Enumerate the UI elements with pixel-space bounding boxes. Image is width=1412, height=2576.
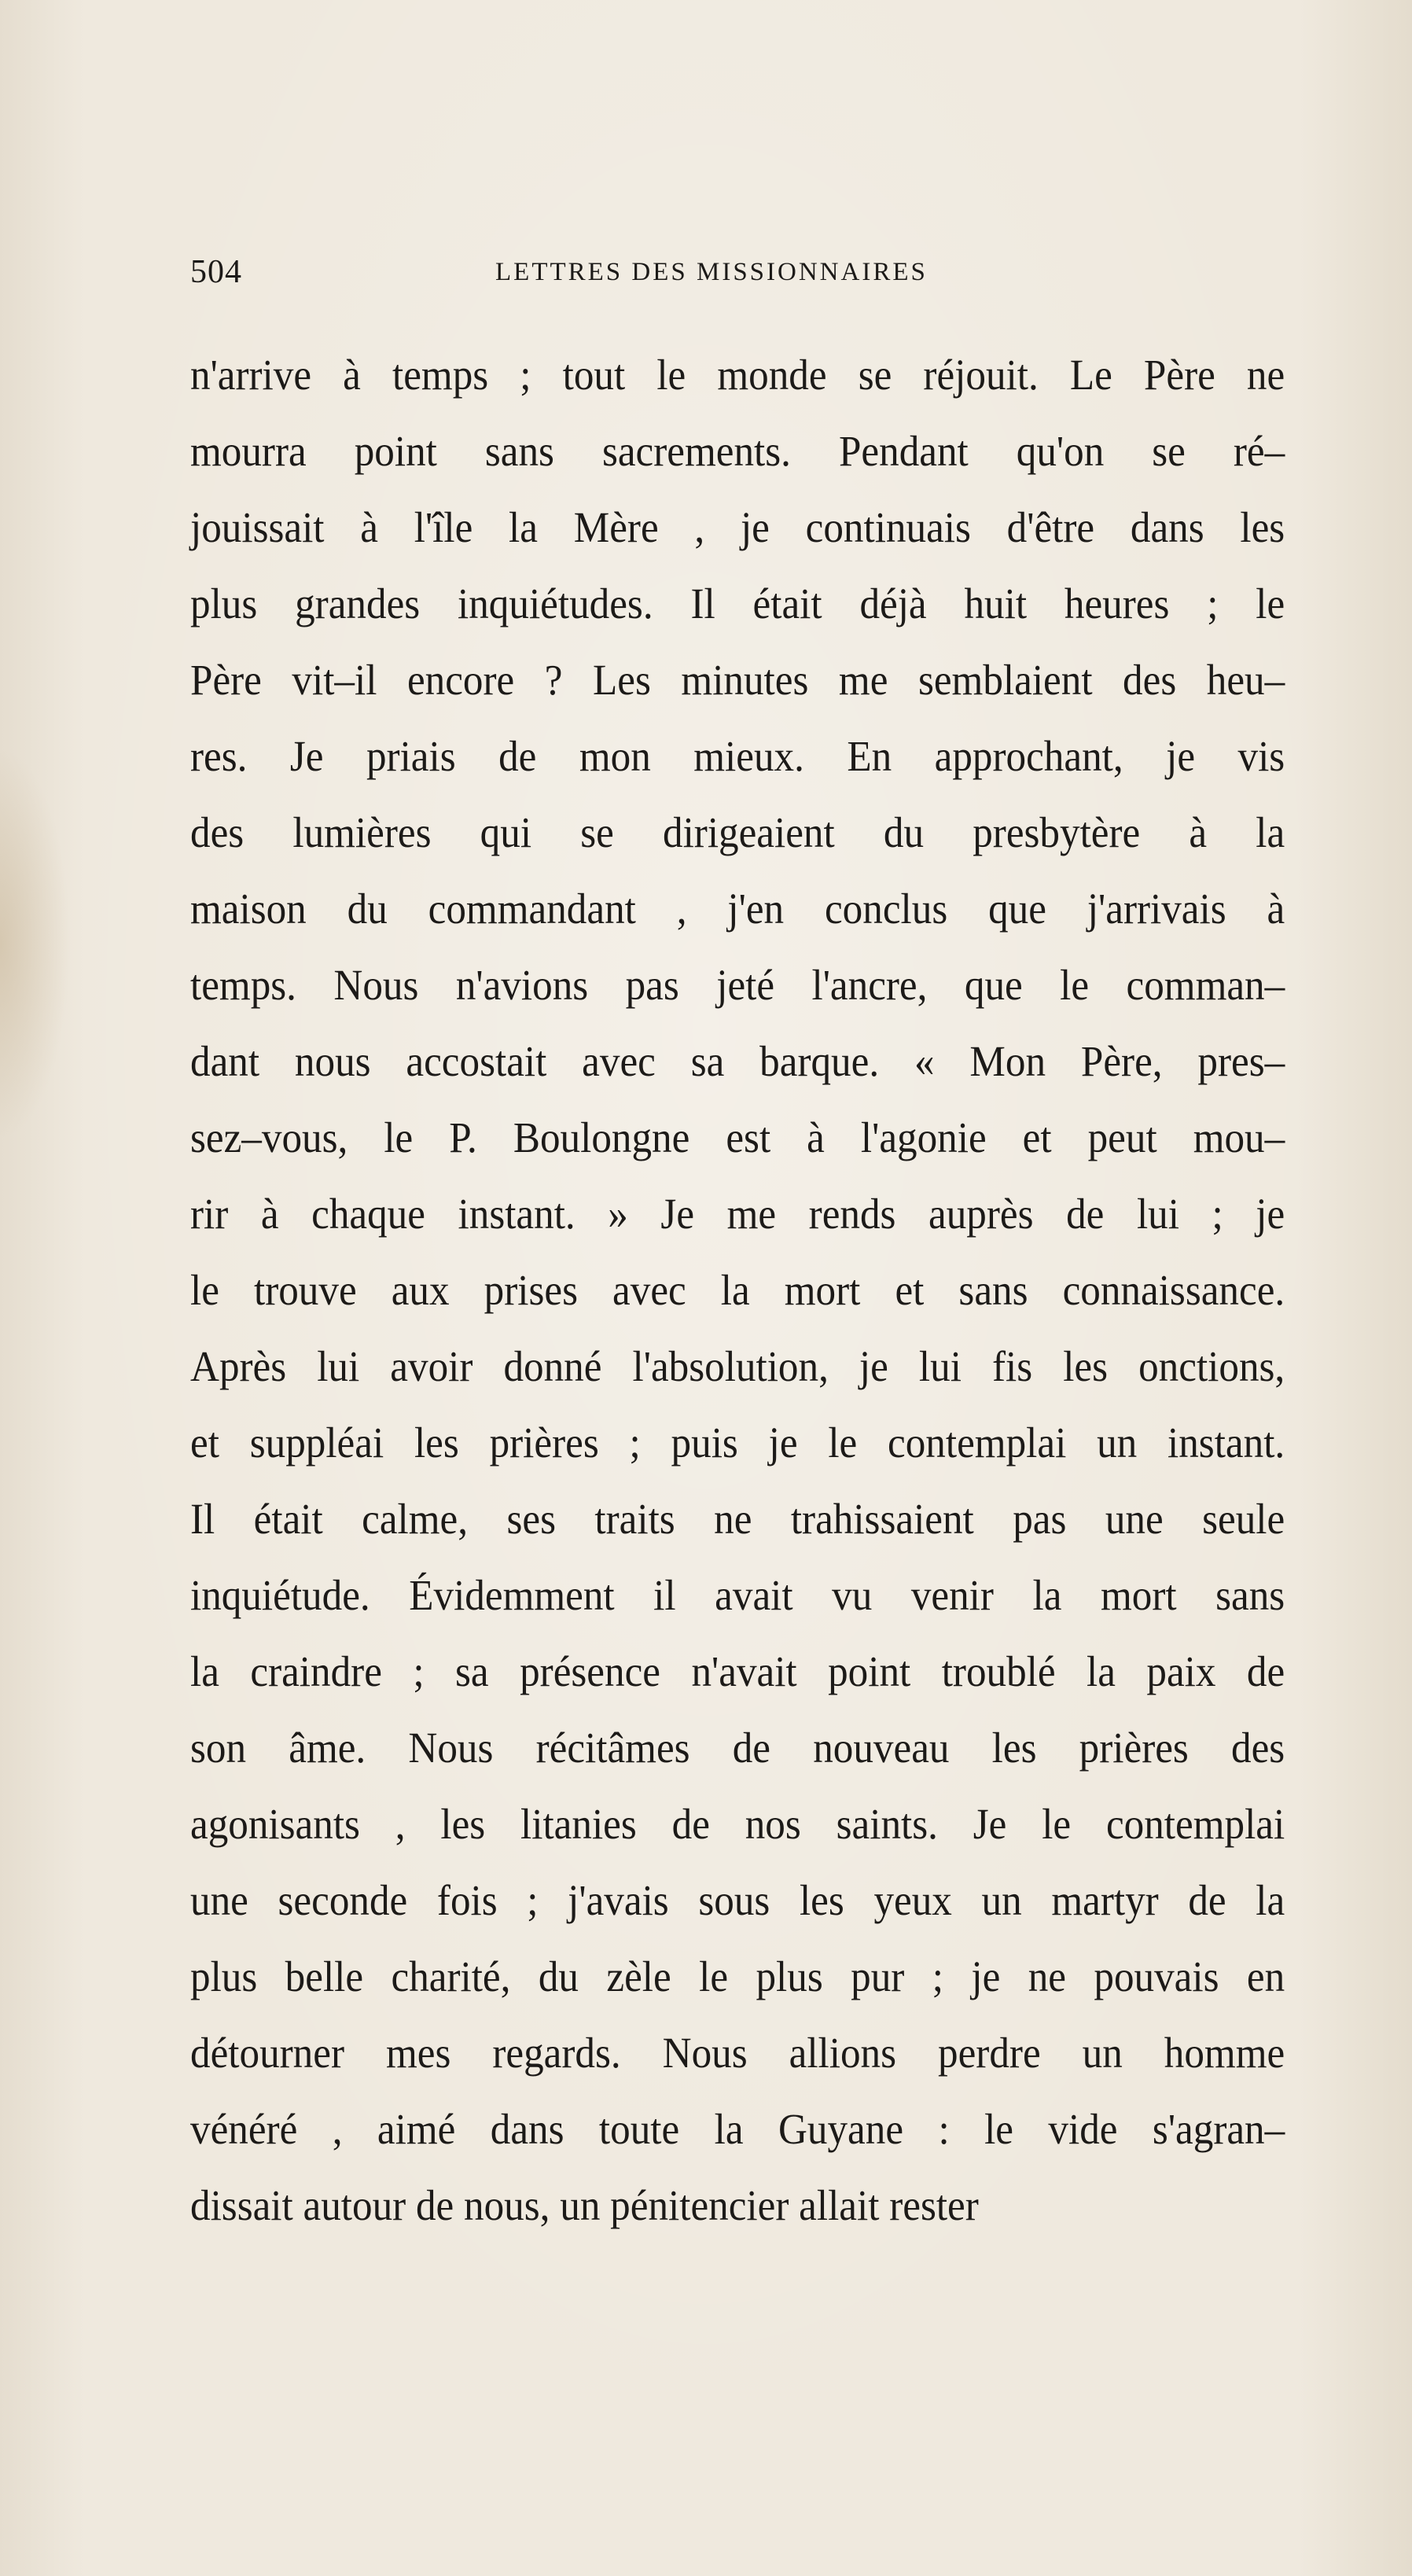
body-text [190,337,1285,2243]
text-line: Père vit–il encore ? Les minutes me semblaient des heu– [190,656,1285,704]
text-line: Il était calme, ses traits ne trahissaient pas une seule [190,1495,1285,1543]
text-line: mourra point sans sacrements. Pendant qu'on se ré– [190,427,1285,475]
text-line: rir à chaque instant. » Je me rends auprès de lui ; je [190,1190,1285,1238]
text-line: plus belle charité, du zèle le plus pur ; je ne pouvais en [190,1952,1285,2000]
running-head: LETTRES DES MISSIONNAIRES [495,258,928,286]
text-line: inquiétude. Évidemment il avait vu venir la mort sans [190,1571,1285,1619]
text-line: la craindre ; sa présence n'avait point troublé la paix de [190,1647,1285,1695]
page-header [190,253,1272,300]
text-line: vénéré , aimé dans toute la Guyane : le vide s'agran– [190,2105,1285,2153]
text-line: le trouve aux prises avec la mort et sans connaissance. [190,1266,1285,1314]
text-line: jouissait à l'île la Mère , je continuais d'être dans les [190,503,1285,551]
text-line: dissait autour de nous, un pénitencier allait rester [190,2181,979,2229]
text-line: plus grandes inquiétudes. Il était déjà huit heures ; le [190,580,1285,627]
text-line: des lumières qui se dirigeaient du presbytère à la [190,808,1285,856]
text-line: et suppléai les prières ; puis je le contemplai un instant. [190,1419,1285,1466]
text-line: son âme. Nous récitâmes de nouveau les prières des [190,1724,1285,1772]
paper-stain [0,747,71,1140]
text-line: sez–vous, le P. Boulongne est à l'agonie et peut mou– [190,1113,1285,1161]
text-line: n'arrive à temps ; tout le monde se réjouit. Le Père ne [190,351,1285,399]
text-line: maison du commandant , j'en conclus que j'arrivais à [190,885,1285,933]
text-line: res. Je priais de mon mieux. En approchant, je vis [190,732,1285,780]
text-line: détourner mes regards. Nous allions perdre un homme [190,2029,1285,2077]
page-number: 504 [190,254,242,290]
text-line: temps. Nous n'avions pas jeté l'ancre, que le comman– [190,961,1285,1009]
text-line: Après lui avoir donné l'absolution, je lui fis les onctions, [190,1342,1285,1390]
text-line: dant nous accostait avec sa barque. « Mon Père, pres– [190,1037,1285,1085]
text-line: agonisants , les litanies de nos saints. Je le contemplai [190,1800,1285,1848]
text-line: une seconde fois ; j'avais sous les yeux un martyr de la [190,1876,1285,1924]
